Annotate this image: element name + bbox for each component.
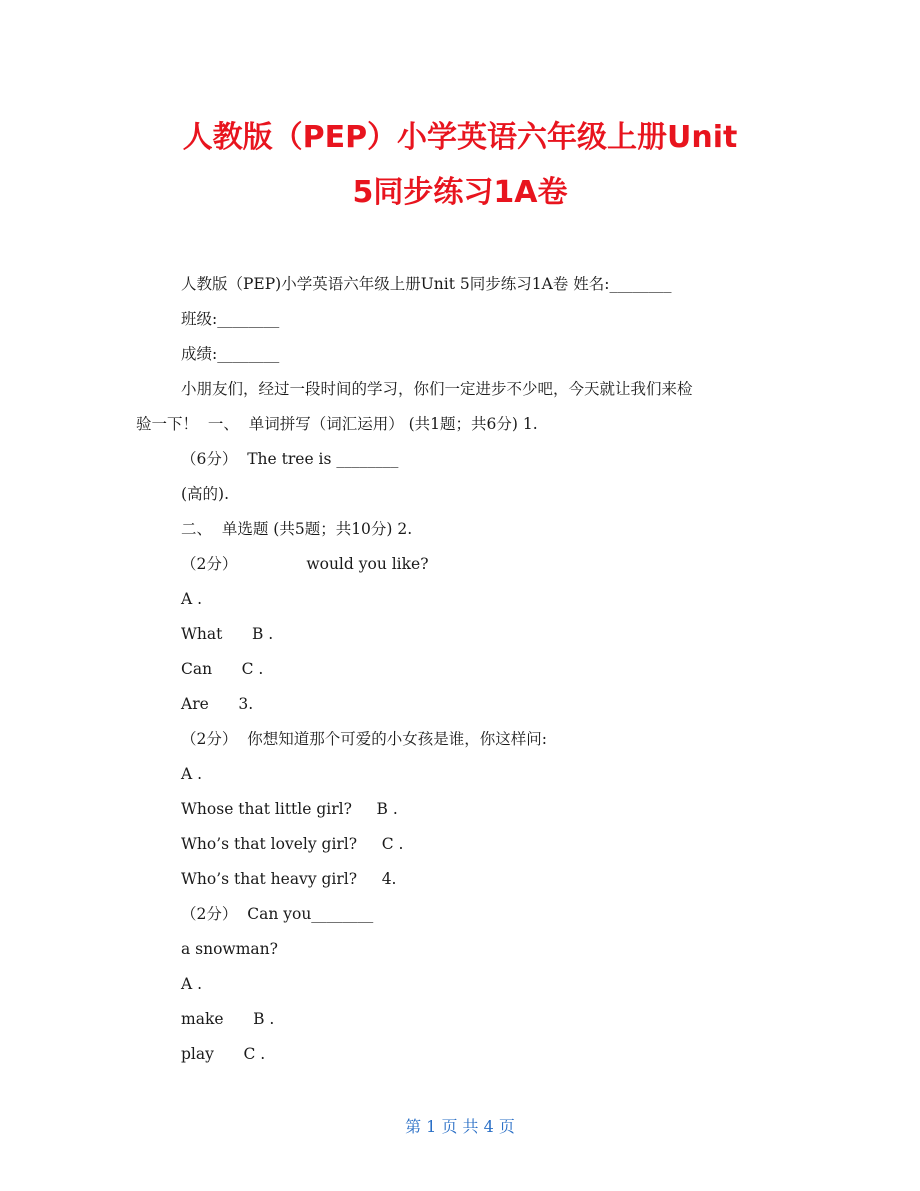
option-line: A . xyxy=(181,765,203,783)
question-1-prompt: （6分） The tree is ________ xyxy=(181,450,399,468)
page-number-footer: 第 1 页 共 4 页 xyxy=(405,1117,515,1136)
intro-text-line-1: 小朋友们，经过一段时间的学习，你们一定进步不少吧，今天就让我们来检 xyxy=(181,380,693,398)
option-line: make B . xyxy=(181,1010,275,1028)
option-line: Can C . xyxy=(181,660,264,678)
score-field-line: 成绩:________ xyxy=(181,345,280,363)
option-line: Who’s that heavy girl? 4. xyxy=(181,870,397,888)
question-4-continuation: a snowman? xyxy=(181,940,278,958)
class-field-line: 班级:________ xyxy=(181,310,280,328)
option-line: Who’s that lovely girl? C . xyxy=(181,835,404,853)
option-line: A . xyxy=(181,975,203,993)
document-title-line-2: 5同步练习1A卷 xyxy=(352,175,568,210)
option-line: A . xyxy=(181,590,203,608)
question-3-prompt: （2分） 你想知道那个可爱的小女孩是谁，你这样问: xyxy=(181,730,547,748)
option-line: Whose that little girl? B . xyxy=(181,800,398,818)
question-2-prompt: （2分） would you like? xyxy=(181,555,429,573)
option-line: Are 3. xyxy=(181,695,254,713)
intro-text-line-2: 验一下！ 一、 单词拼写（词汇运用） (共1题；共6分) 1. xyxy=(136,415,538,433)
header-info-line: 人教版（PEP)小学英语六年级上册Unit 5同步练习1A卷 姓名:________ xyxy=(181,275,672,293)
question-4-prompt: （2分） Can you________ xyxy=(181,905,374,923)
section-2-heading: 二、 单选题 (共5题；共10分) 2. xyxy=(181,520,413,538)
document-title-line-1: 人教版（PEP）小学英语六年级上册Unit xyxy=(182,120,738,155)
option-line: play C . xyxy=(181,1045,266,1063)
question-1-hint: (高的). xyxy=(181,485,230,503)
option-line: What B . xyxy=(181,625,274,643)
